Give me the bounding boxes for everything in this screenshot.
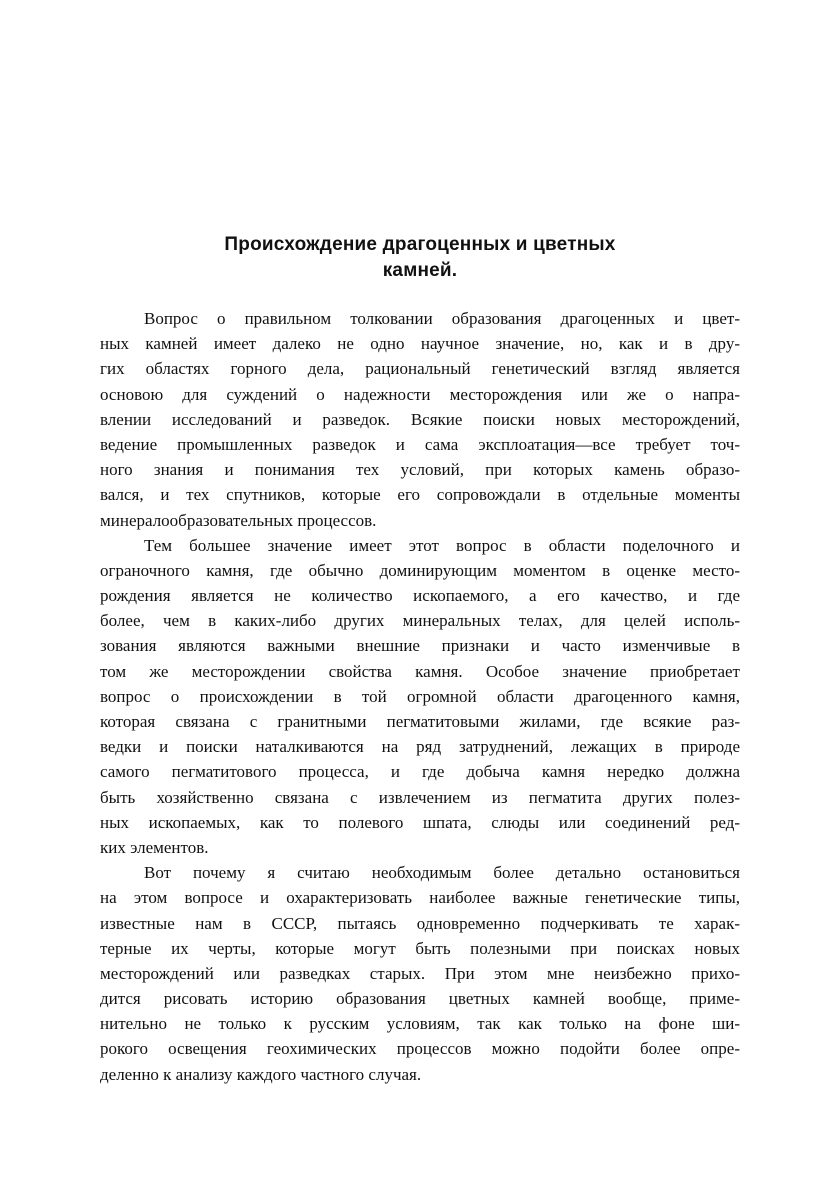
text-line: самого пегматитового процесса, и где добыча камня нередко должна bbox=[100, 762, 740, 782]
text-line: которая связана с гранитными пегматитовыми жилами, где всякие раз- bbox=[100, 712, 740, 731]
text-line: более, чем в каких-либо других минеральных телах, для целей исполь- bbox=[100, 611, 740, 631]
text-line: дится рисовать историю образования цветных камней вообще, приме- bbox=[100, 989, 740, 1009]
text-line: ных ископаемых, как то полевого шпата, слюды или соединений ред- bbox=[100, 812, 740, 832]
text-line: ограночного камня, где обычно доминирующим моментом в оценке место- bbox=[100, 560, 740, 580]
text-line: влении исследований и разведок. Всякие поиски новых месторождений, bbox=[100, 409, 740, 429]
text-line: Вопрос о правильном толковании образования драгоценных и цвет- bbox=[144, 309, 740, 328]
text-line: рождения является не количество ископаемого, а его качество, и где bbox=[100, 586, 740, 606]
text-line: том же месторождении свойства камня. Особое значение приобретает bbox=[100, 661, 740, 681]
paragraph-1 bbox=[100, 306, 740, 533]
text-line: вался, и тех спутников, которые его сопровождали в отдельные моменты bbox=[100, 485, 740, 505]
text-line: Тем большее значение имеет этот вопрос в области поделочного и bbox=[144, 535, 740, 555]
paragraph-2 bbox=[100, 533, 740, 860]
text-line: на этом вопросе и охарактеризовать наиболее важные генетические типы, bbox=[100, 888, 740, 908]
chapter-title-line-2: камней. bbox=[382, 260, 458, 281]
text-line: ведение промышленных разведок и сама эксплоатация—все требует точ- bbox=[100, 434, 740, 454]
text-line: месторождений или разведках старых. При этом мне неизбежно прихо- bbox=[100, 963, 740, 983]
body-text bbox=[100, 306, 740, 1087]
text-line: ных камней имеет далеко не одно научное значение, но, как и в дру- bbox=[100, 334, 740, 354]
chapter-title bbox=[100, 232, 740, 284]
text-line: терные их черты, которые могут быть полезными при поисках новых bbox=[100, 938, 740, 958]
text-line: Вот почему я считаю необходимым более детально остановиться bbox=[144, 863, 740, 883]
text-line: ного знания и понимания тех условий, при которых камень образо- bbox=[100, 460, 740, 480]
text-line: деленно к анализу каждого частного случая. bbox=[100, 1064, 422, 1084]
text-line: рокого освещения геохимических процессов можно подойти более опре- bbox=[100, 1039, 740, 1059]
text-line: зования являются важными внешние признаки и часто изменчивые в bbox=[100, 636, 740, 656]
paragraph-3 bbox=[100, 860, 740, 1087]
text-line: вопрос о происхождении в той огромной области драгоценного камня, bbox=[100, 686, 740, 706]
text-line: ведки и поиски наталкиваются на ряд затруднений, лежащих в природе bbox=[100, 737, 740, 757]
chapter-title-line-1: Происхождение драгоценных и цветных bbox=[224, 234, 616, 255]
text-line: минералообразовательных процессов. bbox=[100, 510, 377, 530]
text-line: основою для суждений о надежности месторождения или же о напра- bbox=[100, 384, 740, 404]
text-line: известные нам в СССР, пытаясь одновременно подчеркивать те харак- bbox=[100, 913, 740, 933]
text-line: нительно не только к русским условиям, так как только на фоне ши- bbox=[100, 1014, 740, 1034]
text-line: ких элементов. bbox=[100, 837, 209, 857]
text-line: гих областях горного дела, рациональный генетический взгляд является bbox=[100, 359, 740, 379]
text-line: быть хозяйственно связана с извлечением из пегматита других полез- bbox=[100, 787, 740, 807]
